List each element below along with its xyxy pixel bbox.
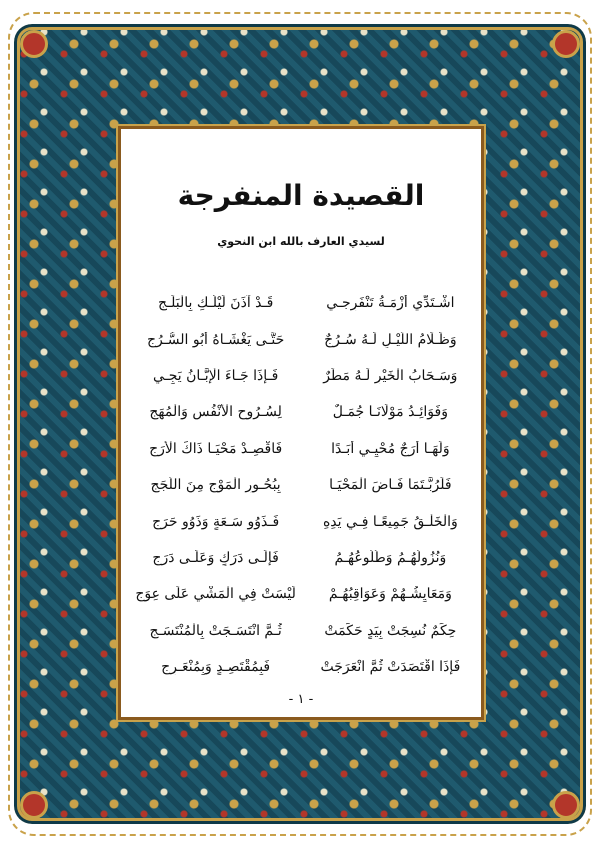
verse — [135, 285, 471, 321]
verse-first-half: وَمَعَايِشُـهُمْ وَعَوَاقِبُهُـمْ — [328, 586, 452, 603]
verse-first-half: وَسَـحَابُ الْخَيْرِ لَـهُ مَطَرٌ — [323, 367, 458, 384]
verse-first-half: فَلَرُبَّـتَمَا فَـاضَ الْمَحْيَـا — [329, 477, 452, 494]
verse-first-half: وَفَوَائِـدُ مَوْلَانَـا جُمَـلٌ — [332, 404, 448, 421]
verse-second-half: فَاقْصِـدْ مَحْيَـا ذَاكَ الْأَرَجِ — [149, 440, 283, 457]
verse-first-half: وَالْخَلْـقُ جَمِيعًـا فِـي يَدِهِ — [322, 513, 458, 530]
frame-corner-ornament — [552, 30, 580, 58]
frame-corner-ornament — [20, 791, 48, 819]
page-number: - ١ - — [288, 692, 314, 707]
poem-body — [135, 285, 471, 685]
text-panel — [118, 126, 484, 720]
verse-first-half: وَلَهَـا أَرَجٌ مُحْيِـي أَبَـدًا — [331, 440, 450, 457]
verse — [135, 540, 471, 576]
verse-first-half: فَإِذَا اقْتَصَدَتْ ثُمَّ انْعَرَجَتْ — [320, 659, 461, 676]
verse-first-half: وَنُزُولُهُـمُ وَطُلُوعُهُـمُ — [334, 549, 447, 566]
verse-second-half: لِسُـرُوحِ الْأَنْفُسِ وَالْمُهَجِ — [149, 404, 282, 421]
verse-first-half: حِكَمٌ نُسِجَتْ بِيَدٍ حَكَمَتْ — [324, 622, 457, 639]
verse-second-half: فَـذَوُو سَـعَةٍ وَذَوُو حَرَجِ — [152, 513, 280, 530]
verse-first-half: اشْـتَدِّي أَزْمَـةُ تَنْفَرِجـي — [326, 295, 455, 312]
verse — [135, 431, 471, 467]
verse-second-half: فَبِمُقْتَصِـدٍ وَبِمُنْعَـرِجِ — [161, 659, 271, 676]
verse — [135, 467, 471, 503]
verse-second-half: قَـدْ آذَنَ لَيْلُـكِ بِالْبَلَـجِ — [157, 295, 274, 312]
verse — [135, 321, 471, 357]
verse — [135, 613, 471, 649]
poem-subtitle: لسيدي العارف بالله ابن النحوي — [217, 235, 385, 248]
verse-second-half: بِبُحُـورِ الْمَوْجِ مِنَ اللُّجَجِ — [150, 477, 281, 494]
verse-second-half: فَإِلَـى دَرَكٍ وَعَلَـى دَرَجِ — [152, 549, 279, 566]
verse — [135, 394, 471, 430]
frame-corner-ornament — [552, 791, 580, 819]
verse-second-half: ثُـمَّ انْتَسَـجَتْ بِالْمُنْتَسَـجِ — [149, 622, 282, 639]
verse — [135, 576, 471, 612]
verse — [135, 358, 471, 394]
verse-second-half: حَتَّـى يَغْشَـاهُ أَبُو السُّـرُجِ — [146, 331, 285, 348]
verse-second-half: فَـإِذَا جَـاءَ الْإِبَّـانُ يَجِـي — [153, 367, 279, 384]
verse — [135, 649, 471, 685]
frame-corner-ornament — [20, 30, 48, 58]
verse-second-half: لَيْسَتْ فِي الْمَشْيِ عَلَى عِوَجِ — [135, 586, 296, 603]
poem-title: القصيدة المنفرجة — [177, 179, 425, 212]
verse — [135, 503, 471, 539]
verse-first-half: وَظَـلَامُ اللَّيْـلِ لَـهُ سُـرُجٌ — [324, 331, 457, 348]
